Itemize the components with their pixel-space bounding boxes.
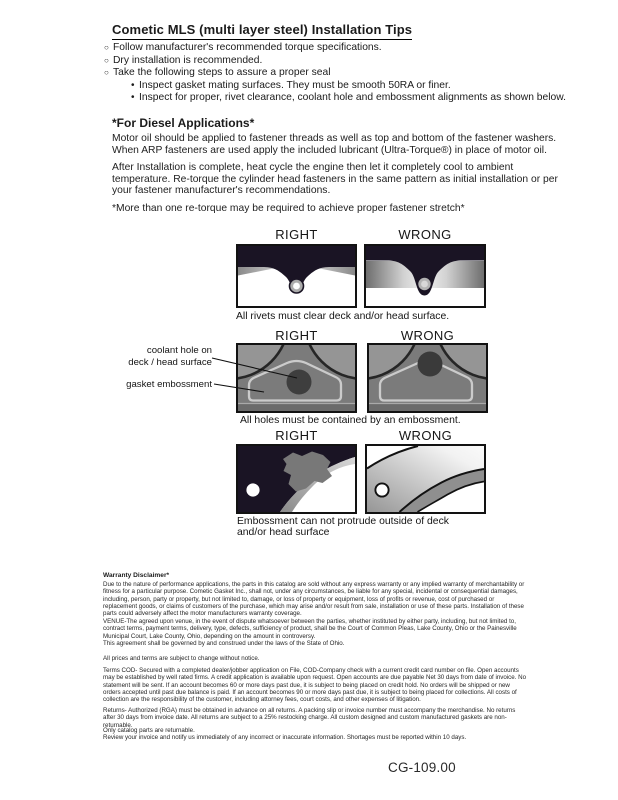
warranty-heading: Warranty Disclaimer* <box>103 572 170 579</box>
list-item <box>104 55 574 68</box>
fig1-right-heading: RIGHT <box>275 227 318 242</box>
fig3-wrong-diagram <box>367 446 484 512</box>
fig3-right-diagram <box>238 446 355 512</box>
dot-bullet-icon: • <box>131 79 135 91</box>
fig3-caption: Embossment can not protrude outside of deck and/or head surface <box>237 516 449 539</box>
tip-text: Dry installation is recommended. <box>113 54 263 66</box>
fig2-leader-lines <box>208 352 308 397</box>
fig2-caption: All holes must be contained by an embossment. <box>240 415 461 426</box>
list-item <box>131 92 574 105</box>
fig3-wrong-heading: WRONG <box>398 428 453 443</box>
bolt-hole <box>375 483 388 496</box>
diesel-paragraph-1: Motor oil should be applied to fastener threads as well as top and bottom of the fastener washers. When ARP fasteners are used apply the included lubricant (Ultra-Torque®) in place of motor oil. <box>112 133 557 156</box>
coolant-hole <box>418 352 443 377</box>
tip-text: Follow manufacturer's recommended torque specifications. <box>113 42 382 53</box>
fig2-embossment-label: gasket embossment <box>126 379 212 390</box>
fig2-wrong-diagram <box>369 345 486 411</box>
fig2-wrong-panel <box>367 343 488 413</box>
page-title: Cometic MLS (multi layer steel) Installation Tips <box>112 22 412 40</box>
fig1-right-diagram <box>238 246 355 306</box>
circle-bullet-icon: ○ <box>104 55 109 65</box>
prices-line: All prices and terms are subject to change without notice. <box>103 655 260 662</box>
tip-text: Inspect gasket mating surfaces. They must be smooth 50RA or finer. <box>139 79 451 91</box>
fig3-right-heading: RIGHT <box>275 428 318 443</box>
page-title-wrap <box>112 21 412 39</box>
venue-paragraph: VENUE-The agreed upon venue, in the event of dispute whatsoever between the parties, whether instituted by either party, including, but not limited to, contract terms, payment terms, delivery, type, defects, sufficiency of product, shall be the Court of Common Pleas, Lake County, Ohio or the Painesville Municipal Court, Lake County, Ohio, depending on the amount in controversy. This agreement shall be governed by and construed under the laws of the State of Ohio. <box>103 618 517 648</box>
tip-text: Take the following steps to assure a proper seal <box>113 67 331 79</box>
dot-bullet-icon: • <box>131 92 135 104</box>
diesel-paragraph-2: After Installation is complete, heat cycle the engine then let it completely cool to ambient temperature. Re-torque the cylinder head fasteners in the same pattern as initial installation or per your fastener manufacturer's recommendations. <box>112 162 558 197</box>
fig3-wrong-panel <box>365 444 486 514</box>
fig1-right-panel <box>236 244 357 308</box>
fig2-coolant-label: coolant hole on deck / head surface <box>128 345 212 368</box>
fig1-wrong-heading: WRONG <box>398 227 452 242</box>
list-item <box>104 67 574 80</box>
fig1-wrong-diagram <box>366 246 484 306</box>
page-code: CG-109.00 <box>388 760 456 775</box>
diesel-note: *More than one re-torque may be required to achieve proper fastener stretch* <box>112 203 465 214</box>
terms-paragraph: Terms COD- Secured with a completed dealer/jobber application on File, COD-Company check with a current credit card number on file. Open accounts may be established by well rated firms. A credit application is available upon request. Open accounts are due payable Net 30 days from date of invoice. No statement will be sent. If an account becomes 60 or more days past due, it is subject to being placed on credit hold. No orders will be shipped or new orders accepted until past due balance is paid. If an account becomes 90 or more days past due, it is subject to being placed for collections. All costs of collection are the responsibility of the customer, including attorney fees, court costs, and other expenses of litigation. <box>103 667 527 704</box>
list-item <box>104 42 574 55</box>
warranty-paragraph: Due to the nature of performance applications, the parts in this catalog are sold without any express warranty or any implied warranty of merchantability or fitness for a particular purpose. Cometic Gasket Inc., shall not, under any circumstances, be liable for any special, incidental or consequential damages, including, person, party or property, but not limited to, damage, or loss of property or equipment, loss of profits or revenue, cost of purchased or replacement goods, or claims of customers of the purchase, which may arise and/or result from sale, installation or use of these parts. Installation of these parts could adversely affect the motor manufacturers warranty coverage. <box>103 581 525 618</box>
circle-bullet-icon: ○ <box>104 43 109 52</box>
fig1-caption: All rivets must clear deck and/or head surface. <box>236 311 450 322</box>
tip-text: Inspect for proper, rivet clearance, coolant hole and embossment alignments as shown below. <box>139 92 566 104</box>
fig1-wrong-panel <box>364 244 486 308</box>
returnable-notes: Only catalog parts are returnable. Review your invoice and notify us immediately of any incorrect or inaccurate information. Shortages must be reported within 10 days. <box>103 727 467 742</box>
bolt-hole <box>246 483 259 496</box>
fig2-right-heading: RIGHT <box>275 328 318 343</box>
diesel-heading: *For Diesel Applications* <box>112 116 255 130</box>
circle-bullet-icon: ○ <box>104 68 109 78</box>
fig3-right-panel <box>236 444 357 514</box>
tips-list <box>104 42 574 105</box>
list-item <box>131 80 574 93</box>
returns-paragraph: Returns- Authorized (RGA) must be obtained in advance on all returns. A packing slip or invoice number must accompany the merchandise. No returns after 30 days from invoice date. All returns are subject to a 25% restocking charge. All custom designed and custom manufactured gaskets are non-returnable. <box>103 707 516 729</box>
fig2-wrong-heading: WRONG <box>400 328 455 343</box>
